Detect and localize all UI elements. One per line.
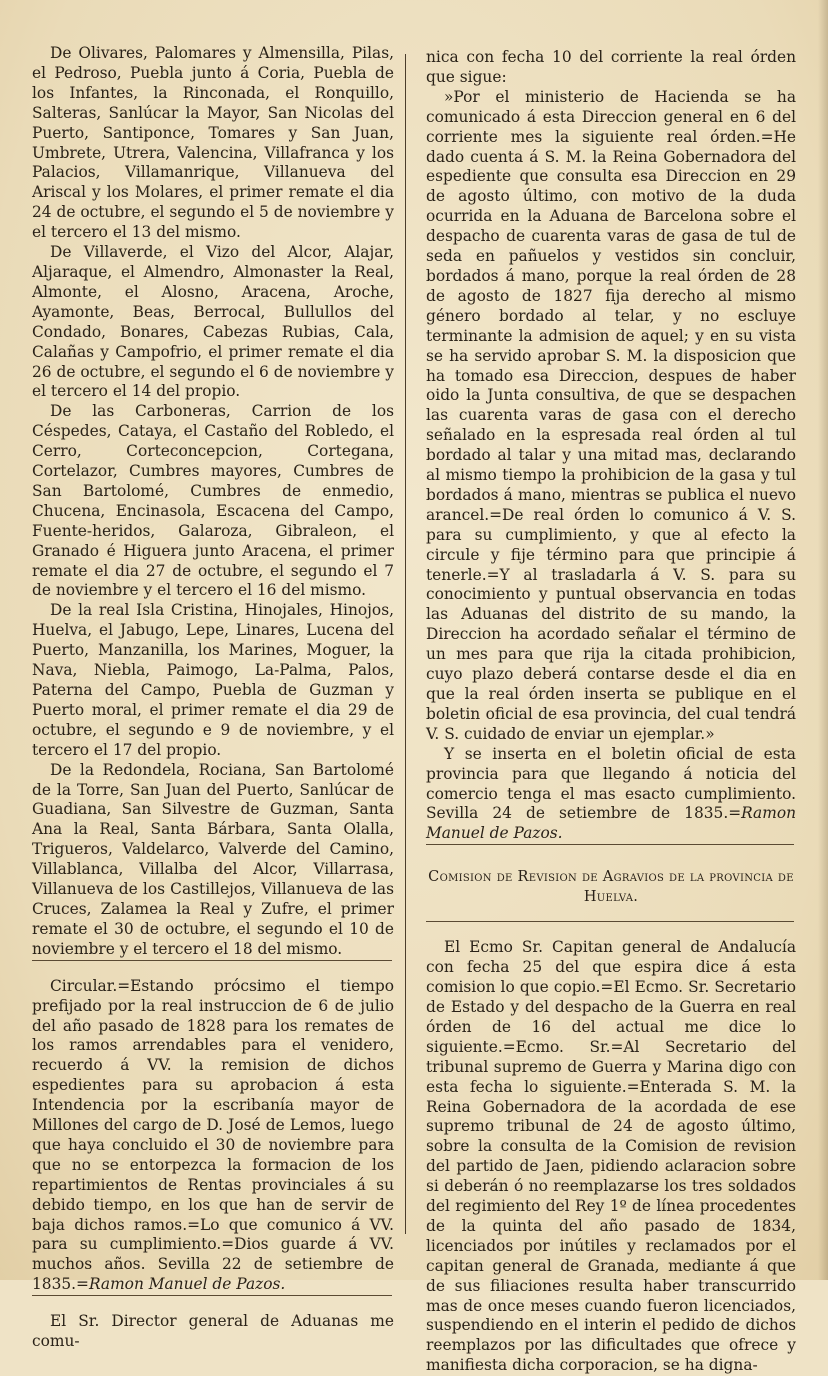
paragraph-circular bbox=[32, 977, 394, 1296]
paragraph-villaverde: De Villaverde, el Vizo del Alcor, Alajar, Aljaraque, el Almendro, Almonaster la Real, Almonte, el Alosno, Aracena, Aroche, Ayamonte, Beas, Berrocal, Bullullos del Condado, Bonares, Cabezas Rubias, Cala, Calañas y Campofrio, el primer remate el dia 26 de octubre, el segundo el 6 de noviembre y el tercero el 14 del propio. bbox=[32, 243, 394, 401]
page-edge-shadow bbox=[818, 0, 828, 1280]
boletin-signature: Ramon Manuel de Pazos. bbox=[426, 804, 796, 843]
paragraph-hacienda-orden: »Por el ministerio de Hacienda se ha comunicado á esta Direccion general en 6 del corriente mes la siguiente real órden.=He dado cuenta á S. M. la Reina Gobernadora del espediente que consulta esa Direccion en 29 de agosto último, con motivo de la duda ocurrida en la Aduana de Barcelona sobre el despacho de cuarenta varas de gasa de tul de seda en pañuelos y vestidos sin concluir, bordados á mano, porque la real órden de 28 de agosto de 1827 fija derecho al mismo género bordado al telar, y no escluye terminante la admision de aquel; y en su vista se ha servido aprobar S. M. la disposicion que ha tomado esa Direccion, despues de haber oido la Junta consultiva, de que se despachen las cuarenta varas de gasa con el derecho señalado en la espresada real órden al tul bordado al talar y una mitad mas, declarando al mismo tiempo la prohibicion de la gasa y tul bordados á mano, mientras se publica el nuevo arancel.=De real órden lo comunico á V. S. para su cumplimiento, y que al efecto la circule y fije término para que principie á tenerle.=Y al trasladarla á V. S. para su conocimiento y puntual observancia en todas las Aduanas del distrito de su mando, la Direccion ha acordado señalar el término de un mes para que rija la citada prohibicion, cuyo plazo deberá contarse desde el dia en que la real órden inserta se publique en el boletin oficial de esa provincia, del cual tendrá V. S. cuidado de enviar un ejemplar.» bbox=[426, 87, 796, 743]
paragraph-capitan-general: El Ecmo Sr. Capitan general de Andalucía con fecha 25 del que espira dice á esta comision lo que copio.=El Ecmo. Sr. Secretario de Estado y del despacho de la Guerra en real órden de 16 del actual me dice lo siguiente.=Ecmo. Sr.=Al Secretario del tribunal supremo de Guerra y Marina digo con esta fecha lo siguiente.=Enterada S. M. la Reina Gobernadora de la acordada de ese supremo tribunal de 24 de agosto último, sobre la consulta de la Comision de revision del partido de Jaen, pidiendo aclaracion sobre si deberán ó no reemplazarse los tres soldados del regimiento del Rey 1º de línea procedentes de la quinta del año pasado de 1834, licenciados por inútiles y reclamados por el capitan general de Granada, mediante á que de sus filiaciones resulta haber transcurrido mas de once meses cuando fueron licenciados, suspendiendo en el interin el pedido de dichos reemplazos por las dificultades que ofrece y manifiesta dicha corporacion, se ha digna- bbox=[426, 938, 796, 1375]
paragraph-boletin bbox=[426, 745, 796, 845]
section-divider bbox=[32, 1295, 392, 1296]
section-divider bbox=[426, 844, 794, 845]
left-column bbox=[32, 44, 394, 1352]
boletin-text: Y se inserta en el boletin oficial de esta provincia para que llegando á noticia del comercio tenga el mas esacto cumplimiento. Sevilla 24 de setiembre de 1835.= bbox=[426, 744, 796, 823]
paragraph-redondela: De la Redondela, Rociana, San Bartolomé de la Torre, San Juan del Puerto, Sanlúcar de Guadiana, San Silvestre de Guzman, Santa Ana la Real, Santa Bárbara, Santa Olalla, Trigueros, Valdelarco, Valverde del Camino, Villablanca, Villalba del Alcor, Villarrasa, Villanueva de los Castillejos, Villanueva de las Cruces, Zalamea la Real y Zufre, el primer remate el 30 de octubre, el segundo el 10 de noviembre y el tercero el 18 del mismo. bbox=[32, 760, 394, 958]
paragraph-isla-cristina: De la real Isla Cristina, Hinojales, Hinojos, Huelva, el Jabugo, Lepe, Linares, Lucena del Puerto, Manzanilla, los Marines, Moguer, la Nava, Niebla, Paimogo, La-Palma, Palos, Paterna del Campo, Puebla de Guzman y Puerto moral, el primer remate el dia 29 de octubre, el segundo e 9 de noviembre, y el tercero el 17 del propio. bbox=[32, 601, 394, 759]
paragraph-olivares: De Olivares, Palomares y Almensilla, Pilas, el Pedroso, Puebla junto á Coria, Puebla de los Infantes, la Rinconada, el Ronquillo, Salteras, Sanlúcar la Mayor, San Nicolas del Puerto, Santiponce, Tomares y San Juan, Umbrete, Utrera, Valencina, Villafranca y los Palacios, Villamanrique, Villanueva del Ariscal y los Molares, el primer remate el dia 24 de octubre, el segundo el 5 de noviembre y el tercero el 13 del mismo. bbox=[32, 44, 394, 242]
right-column bbox=[426, 48, 796, 1376]
circular-signature: Ramon Manuel de Pazos. bbox=[88, 1275, 286, 1294]
paragraph-carboneras: De las Carboneras, Carrion de los Céspedes, Cataya, el Castaño del Robledo, el Cerro, Corteconcepcion, Cortegana, Cortelazor, Cumbres mayores, Cumbres de San Bartolomé, Cumbres de enmedio, Chucena, Encinasola, Escacena del Campo, Fuente-heridos, Galaroza, Gibraleon, el Granado é Higuera junto Aracena, el primer remate el dia 27 de octubre, el segundo el 7 de noviembre y el tercero el 16 del mismo. bbox=[32, 402, 394, 600]
section-divider bbox=[426, 921, 794, 922]
paragraph-real-orden-intro: nica con fecha 10 del corriente la real órden que sigue: bbox=[426, 48, 796, 86]
circular-text: Circular.=Estando prócsimo el tiempo prefijado por la real instruccion de 6 de julio del año pasado de 1828 para los remates de los ramos arrendables para el venidero, recuerdo á VV. la remision de dichos espedientes para su aprobacion á esta Intendencia por la escribanía mayor de Millones del cargo de D. José de Lemos, luego que haya concluido el 30 de noviembre para que no se entorpezca la formacion de los repartimientos de Rentas provinciales á su debido tiempo, en los que han de servir de baja dichos ramos.=Lo que comunico á VV. para su cumplimiento.=Dios guarde á VV. muchos años. Sevilla 22 de setiembre de 1835.= bbox=[32, 976, 394, 1294]
section-heading: Comision de Revision de Agravios de la provincia de Huelva. bbox=[428, 869, 794, 906]
section-divider bbox=[32, 960, 392, 961]
paragraph-director-aduanas: El Sr. Director general de Aduanas me comu- bbox=[32, 1312, 394, 1351]
column-rule bbox=[405, 54, 406, 1234]
